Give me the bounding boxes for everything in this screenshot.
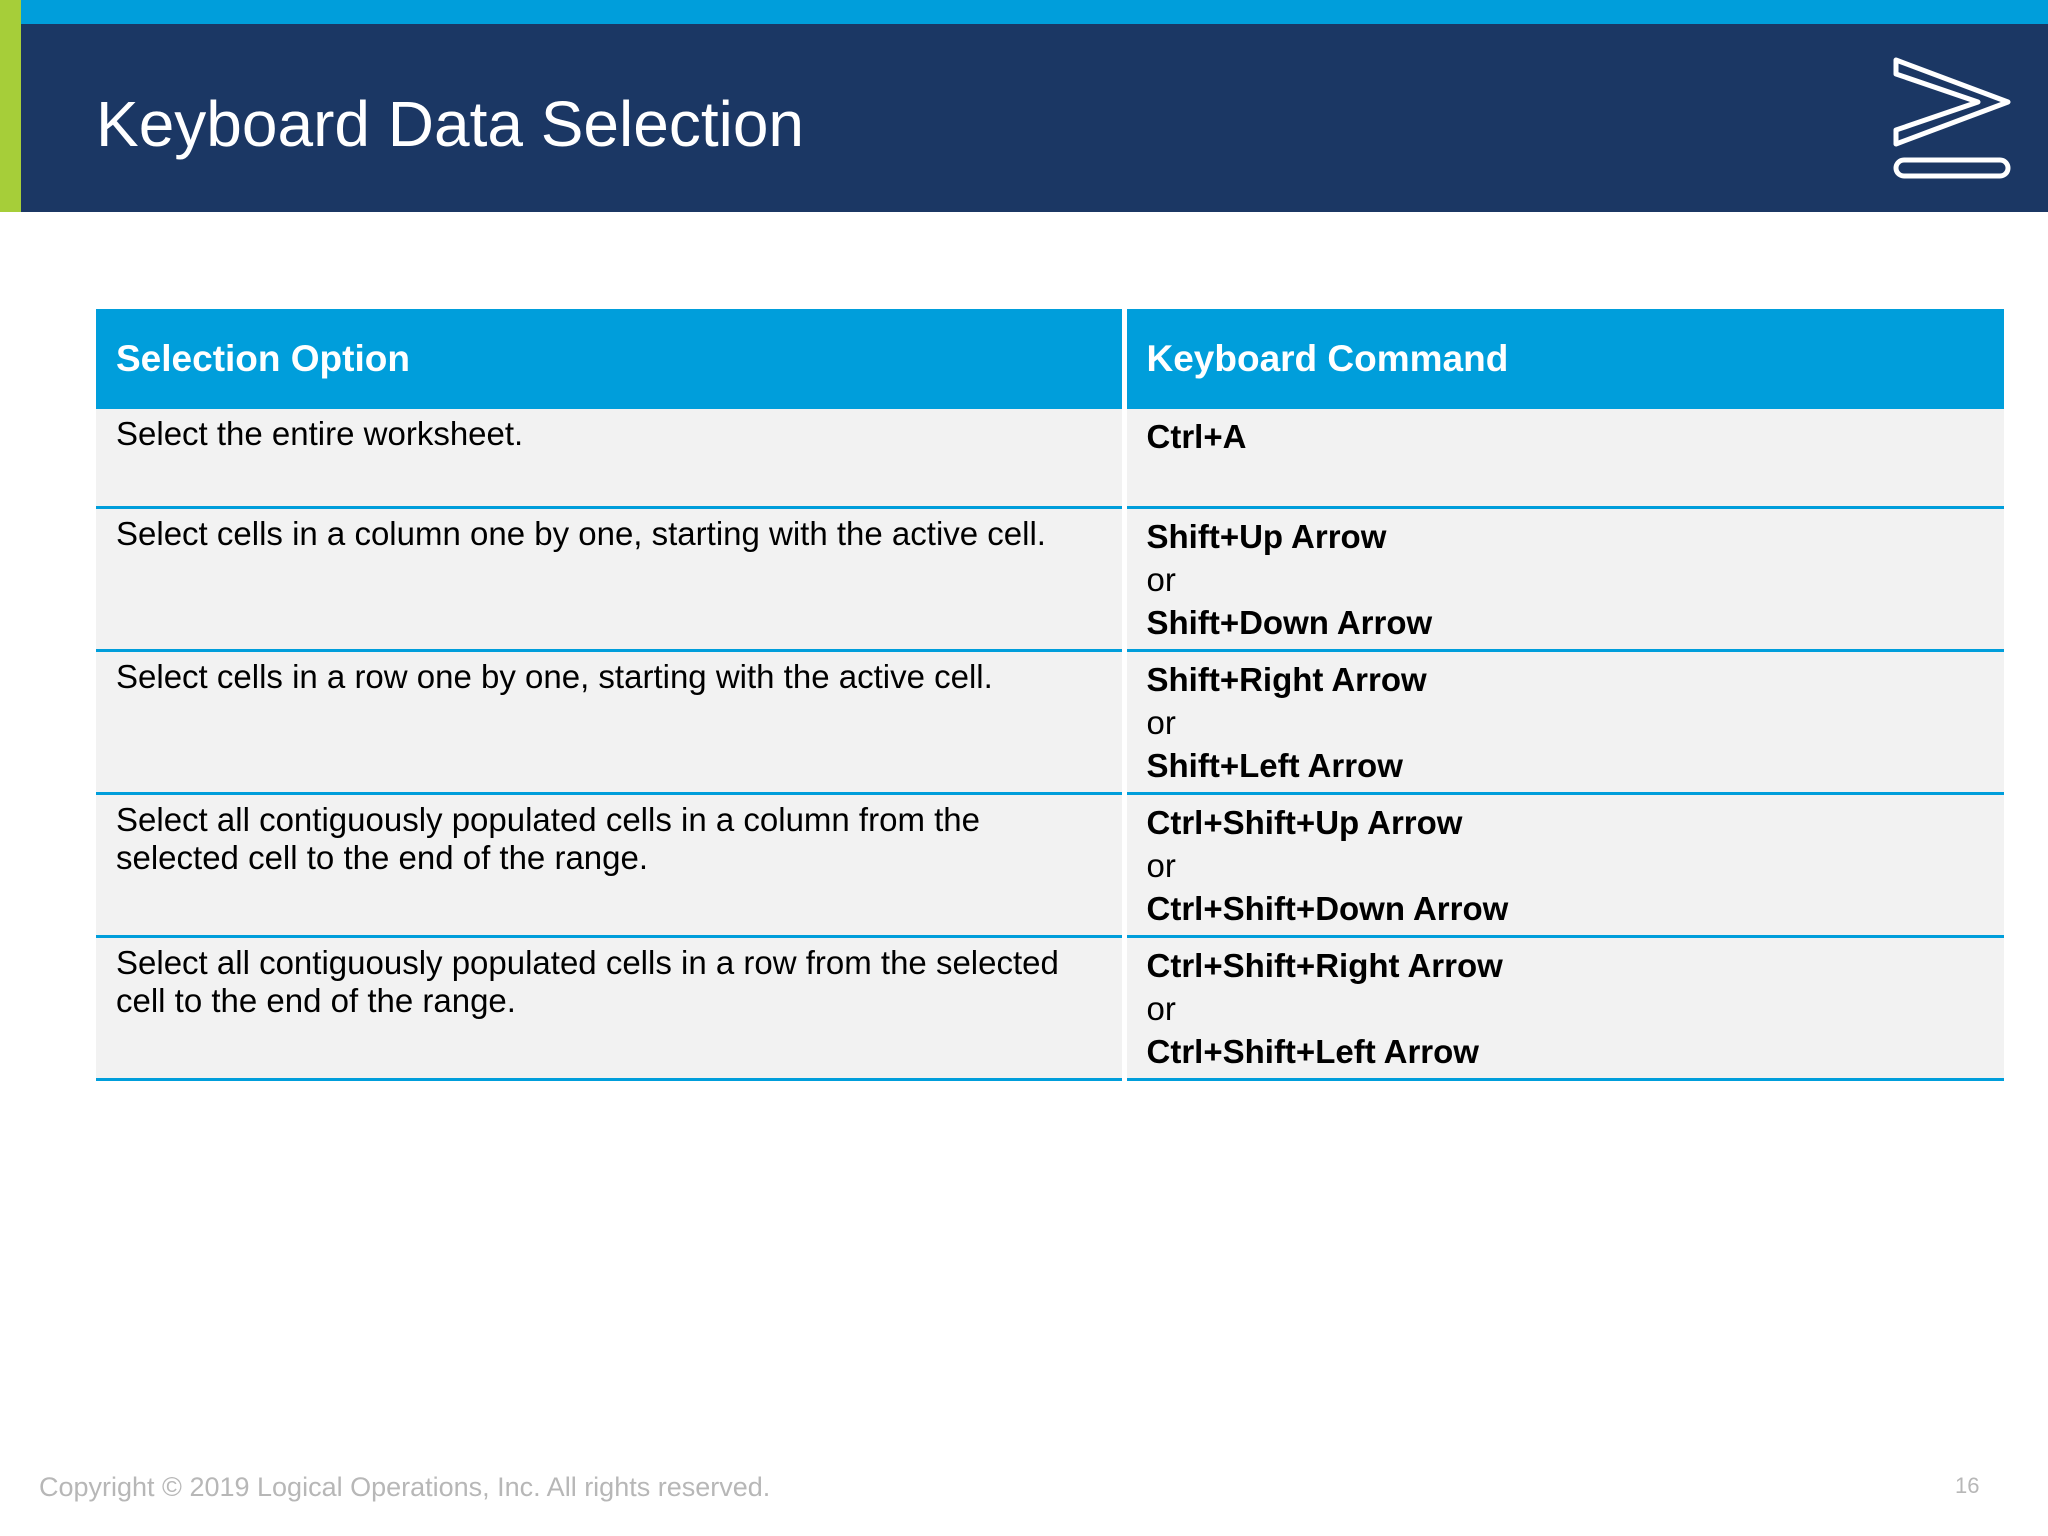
copyright-notice: Copyright © 2019 Logical Operations, Inc. All rights reserved. bbox=[39, 1472, 771, 1502]
left-accent-bar bbox=[0, 0, 21, 212]
keyboard-command-cell bbox=[1124, 507, 2004, 650]
table-row bbox=[96, 793, 2004, 936]
keyboard-command-table bbox=[96, 309, 2004, 1081]
command-primary: Shift+Right Arrow bbox=[1146, 660, 1427, 698]
header-keyboard-command: Keyboard Command bbox=[1124, 309, 2004, 409]
command-or: or bbox=[1146, 703, 1176, 741]
page-number: 16 bbox=[1955, 1473, 1980, 1498]
chevron-equals-logo-icon bbox=[1890, 52, 2018, 184]
selection-option-cell: Select all contiguously populated cells in a row from the selected cell to the end of the range. bbox=[96, 936, 1124, 1079]
keyboard-command-cell bbox=[1124, 936, 2004, 1079]
table-row bbox=[96, 507, 2004, 650]
top-accent-strip bbox=[0, 0, 2048, 24]
selection-option-cell: Select cells in a column one by one, starting with the active cell. bbox=[96, 507, 1124, 650]
command-alt: Ctrl+Shift+Down Arrow bbox=[1146, 889, 1509, 927]
command-alt: Shift+Down Arrow bbox=[1146, 603, 1433, 641]
command-primary: Ctrl+A bbox=[1146, 418, 1247, 455]
command-or: or bbox=[1146, 560, 1176, 598]
selection-option-cell: Select all contiguously populated cells in a column from the selected cell to the end of the range. bbox=[96, 793, 1124, 936]
keyboard-command-cell bbox=[1124, 793, 2004, 936]
table-row bbox=[96, 936, 2004, 1079]
command-or: or bbox=[1146, 846, 1176, 884]
command-or: or bbox=[1146, 989, 1176, 1027]
slide-title: Keyboard Data Selection bbox=[96, 88, 804, 160]
keyboard-command-cell bbox=[1124, 409, 2004, 507]
keyboard-command-cell bbox=[1124, 650, 2004, 793]
command-alt: Shift+Left Arrow bbox=[1146, 746, 1403, 784]
table-row bbox=[96, 409, 2004, 507]
header-selection-option: Selection Option bbox=[96, 309, 1124, 409]
table-header-row bbox=[96, 309, 2004, 409]
command-primary: Ctrl+Shift+Up Arrow bbox=[1146, 803, 1463, 841]
command-alt: Ctrl+Shift+Left Arrow bbox=[1146, 1032, 1479, 1070]
command-primary: Ctrl+Shift+Right Arrow bbox=[1146, 946, 1503, 984]
selection-option-cell: Select cells in a row one by one, starting with the active cell. bbox=[96, 650, 1124, 793]
command-primary: Shift+Up Arrow bbox=[1146, 517, 1387, 555]
selection-option-cell: Select the entire worksheet. bbox=[96, 409, 1124, 507]
table-row bbox=[96, 650, 2004, 793]
